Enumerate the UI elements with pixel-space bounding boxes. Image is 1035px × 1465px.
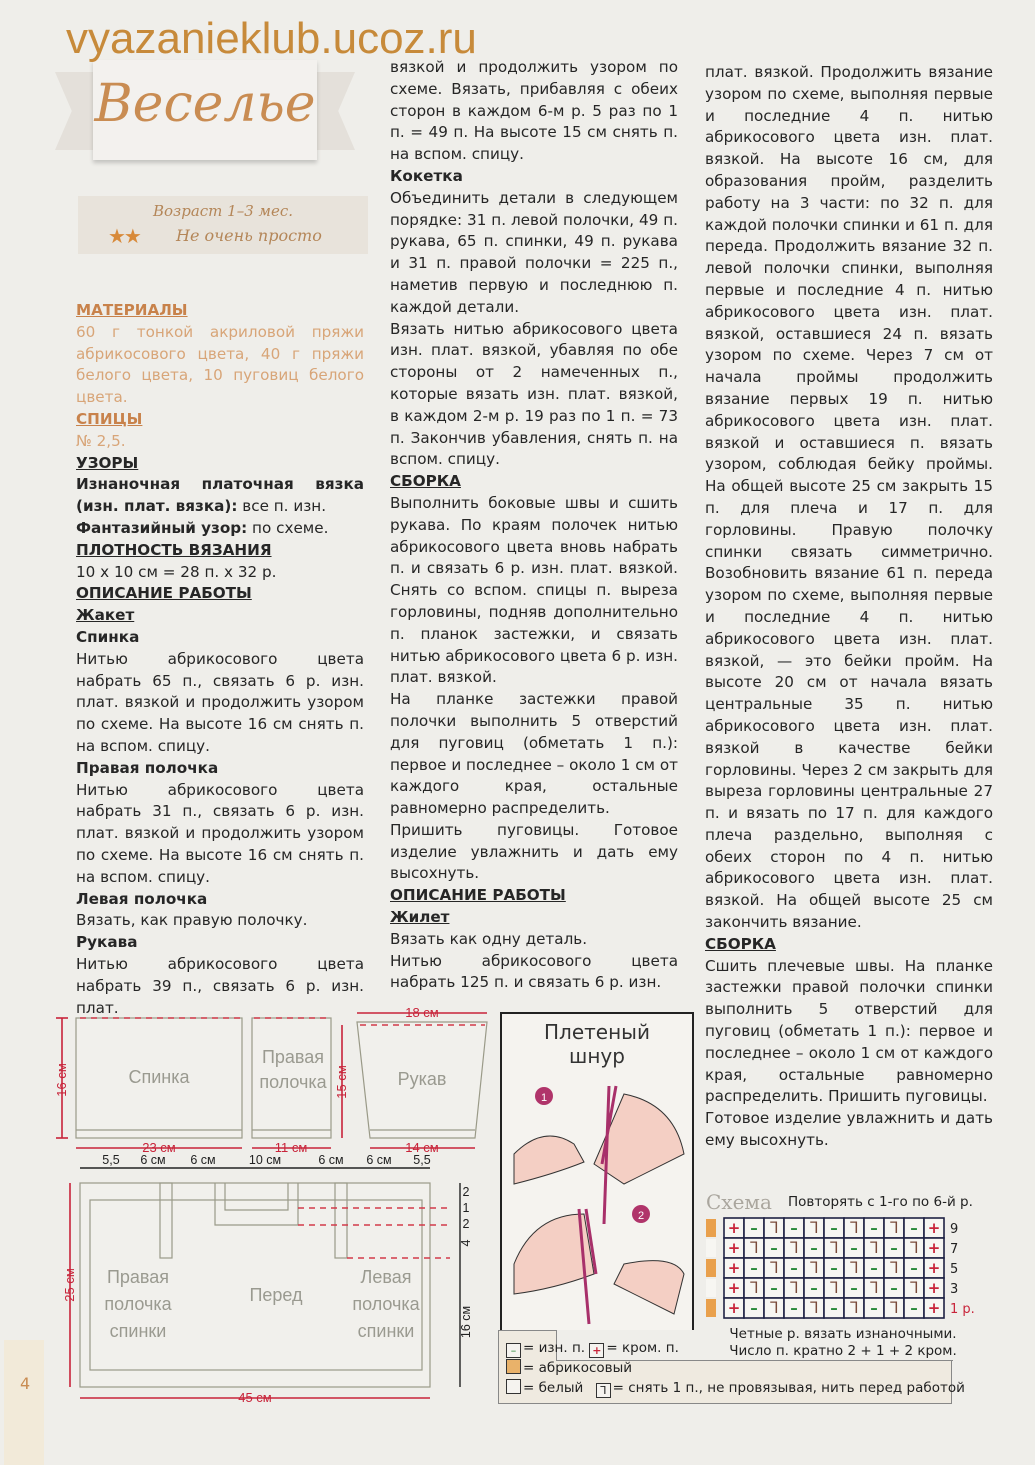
sleeve-top-label: 18 см xyxy=(405,1005,439,1020)
legend-apricot: = абрикосовый xyxy=(523,1360,633,1376)
edge-stitch-mark: + xyxy=(927,1279,941,1297)
scheme-title: Схема xyxy=(706,1190,772,1214)
jacket-heading: Жакет xyxy=(76,606,135,625)
slip-stitch-mark: ᒣ xyxy=(769,1299,779,1317)
purl-stitch-mark: – xyxy=(870,1259,878,1277)
vest-right-dim-5: 16 см xyxy=(459,1305,473,1339)
pattern-1-desc: все п. изн. xyxy=(237,497,327,516)
materials-text: 60 г тонкой акриловой пряжи абрикосового цвета, 40 г пряжи белого цвета, 10 пуговиц белого цвета. xyxy=(76,322,364,407)
white-swatch-icon xyxy=(506,1379,521,1394)
purl-stitch-mark: – xyxy=(890,1239,898,1257)
front-piece-label-1: Правая xyxy=(261,1047,325,1067)
vest-text-1: Вязать как одну деталь. xyxy=(390,929,588,948)
edge-symbol-icon: + xyxy=(589,1343,604,1358)
left-front-heading: Левая полочка xyxy=(76,889,208,908)
site-watermark: vyazanieklub.ucoz.ru xyxy=(66,14,477,63)
row-color-swatch xyxy=(706,1279,716,1297)
banner-ribbon xyxy=(93,60,317,160)
pattern-2-desc: по схеме. xyxy=(247,518,329,537)
slip-stitch-mark: ᒣ xyxy=(869,1239,879,1257)
slip-stitch-mark: ᒣ xyxy=(769,1219,779,1237)
vest-assembly-text-2: Готовое изделие увлажнить и дать ему высохнуть. xyxy=(705,1109,993,1150)
front-piece-label-2: полочка xyxy=(259,1072,327,1092)
vest-right-dim-3: 2 xyxy=(462,1217,470,1231)
braided-cord-box xyxy=(500,1012,694,1338)
scheme-note-1: Четные р. вязать изнаночными. xyxy=(729,1326,957,1342)
yoke-text-2: Вязать нитью абрикосового цвета изн. плат. вязкой, убавляя по обе стороны от 2 намеченных п., которые вязать изн. плат. вязкой, в каждом 2-м р. 19 раз по 1 п. = 73 п. Закончив убавления, снять п. на вспом. спицу. xyxy=(390,319,678,469)
slip-stitch-mark: ᒣ xyxy=(829,1279,839,1297)
text-column-2 xyxy=(390,57,678,994)
slip-stitch-symbol-icon: ᒣ xyxy=(596,1383,611,1398)
vest-right-dim-4: 4 xyxy=(459,1239,473,1247)
cord-title-1: Плетеный xyxy=(544,1020,650,1044)
purl-stitch-mark: – xyxy=(770,1239,778,1257)
vest-segment-1: 5,5 xyxy=(102,1153,120,1167)
purl-stitch-mark: – xyxy=(910,1299,918,1317)
sleeve-piece-label: Рукав xyxy=(397,1069,447,1089)
step-1-number: 1 xyxy=(540,1092,548,1104)
purl-stitch-mark: – xyxy=(790,1259,798,1277)
difficulty-label: Не очень просто xyxy=(176,226,322,245)
purl-stitch-mark: – xyxy=(750,1299,758,1317)
slip-stitch-mark: ᒣ xyxy=(809,1219,819,1237)
purl-symbol-icon: – xyxy=(506,1343,521,1358)
edge-stitch-mark: + xyxy=(727,1219,741,1237)
back-piece-label: Спинка xyxy=(128,1067,190,1087)
row-number-label: 1 р. xyxy=(950,1302,975,1317)
purl-stitch-mark: – xyxy=(850,1279,858,1297)
vest-segment-2: 6 см xyxy=(140,1153,166,1167)
back-width-label: 23 см xyxy=(142,1140,176,1155)
purl-stitch-mark: – xyxy=(830,1219,838,1237)
description-heading: ОПИСАНИЕ РАБОТЫ xyxy=(76,584,252,603)
slip-stitch-mark: ᒣ xyxy=(849,1299,859,1317)
left-front-text: Вязать, как правую полочку. xyxy=(76,911,308,930)
vest-left-label-2: полочка xyxy=(104,1294,172,1314)
step-2-number: 2 xyxy=(637,1210,645,1222)
sleeves-heading: Рукава xyxy=(76,933,138,952)
vest-text-2: Нитью абрикосового цвета набрать 125 п. и связать 6 р. изн. xyxy=(390,951,678,992)
slip-stitch-mark: ᒣ xyxy=(749,1239,759,1257)
assembly-text-2: На планке застежки правой полочки выполнить 5 отверстий для пуговиц (обметать 1 п.): первое и последнее – около 1 см от каждого края, остальные равномерно распределить. xyxy=(390,690,678,818)
yoke-text-1: Объединить детали в следующем порядке: 31 п. левой полочки, 49 п. рукава, 65 п. спинки, 49 п. рукава и 31 п. правой полочки = 225 п., наметив первую и последнюю п. каждой детали. xyxy=(390,188,678,316)
row-number-label: 3 xyxy=(950,1282,959,1297)
vest-right-dim-1: 2 xyxy=(462,1185,470,1199)
edge-stitch-mark: + xyxy=(927,1259,941,1277)
purl-stitch-mark: – xyxy=(790,1299,798,1317)
row-number-label: 5 xyxy=(950,1262,959,1277)
purl-stitch-mark: – xyxy=(890,1279,898,1297)
row-color-swatch xyxy=(706,1299,716,1317)
row-color-swatch xyxy=(706,1219,716,1237)
slip-stitch-mark: ᒣ xyxy=(889,1299,899,1317)
vest-right-label-2: полочка xyxy=(352,1294,420,1314)
purl-stitch-mark: – xyxy=(750,1219,758,1237)
age-label: Возраст 1–3 мес. xyxy=(152,202,293,220)
edge-stitch-mark: + xyxy=(727,1239,741,1257)
purl-stitch-mark: – xyxy=(870,1219,878,1237)
pattern-2-name: Фантазийный узор: xyxy=(76,518,248,537)
right-front-heading: Правая полочка xyxy=(76,758,219,777)
slip-stitch-mark: ᒣ xyxy=(849,1259,859,1277)
vest-assembly-heading: СБОРКА xyxy=(705,934,776,953)
legend-slip: = снять 1 п., не провязывая, нить перед работой xyxy=(612,1380,965,1396)
slip-stitch-mark: ᒣ xyxy=(909,1239,919,1257)
edge-stitch-mark: + xyxy=(927,1219,941,1237)
purl-stitch-mark: – xyxy=(770,1279,778,1297)
difficulty-stars-icon: ★★ xyxy=(108,224,140,248)
pattern-1 xyxy=(76,474,364,518)
right-front-text: Нитью абрикосового цвета набрать 31 п., связать 6 р. изн. плат. вязкой и продолжить узором по схеме. На высоте 16 см снять п. на вспом. спицу. xyxy=(76,780,364,886)
pattern-schematic xyxy=(50,1000,500,1420)
slip-stitch-mark: ᒣ xyxy=(809,1299,819,1317)
page-number-tab xyxy=(4,1340,44,1465)
pattern-1-name: Изнаночная платочная вязка (изн. плат. вязка): xyxy=(76,475,364,516)
needles-heading: СПИЦЫ xyxy=(76,409,143,428)
legend-purl: = изн. п. xyxy=(523,1340,586,1356)
row-number-label: 9 xyxy=(950,1222,959,1237)
vest-assembly-text-1: Сшить плечевые швы. На планке застежки правой полочки спинки выполнить 5 отверстий для пуговиц (обметать 1 п.): первое и последнее – около 1 см от каждого края, остальные равномерно распределить. Пришить пуговицы. xyxy=(705,956,993,1106)
title-banner xyxy=(55,60,355,163)
row-number-label: 7 xyxy=(950,1242,959,1257)
slip-stitch-mark: ᒣ xyxy=(829,1239,839,1257)
vest-segment-4: 10 см xyxy=(248,1153,282,1167)
slip-stitch-mark: ᒣ xyxy=(849,1219,859,1237)
legend-edge: = кром. п. xyxy=(606,1340,679,1356)
purl-stitch-mark: – xyxy=(790,1219,798,1237)
yoke-heading: Кокетка xyxy=(390,166,463,185)
purl-stitch-mark: – xyxy=(870,1299,878,1317)
text-column-1 xyxy=(76,300,364,1019)
vest-left-label-1: Правая xyxy=(106,1267,170,1287)
sleeve-bottom-label: 14 см xyxy=(405,1140,439,1155)
slip-stitch-mark: ᒣ xyxy=(789,1279,799,1297)
page-title: Веселье xyxy=(94,74,316,134)
assembly-text-1: Выполнить боковые швы и сшить рукава. По краям полочек нитью абрикосового цвета вновь набрать п. и связать 6 р. изн. плат. вязкой. Снять со вспом. спицы п. выреза горловины, подняв дополнительно п. планок застежки, и связать нитью абрикосового цвета 6 р. изн. плат. вязкой. xyxy=(390,493,678,687)
purl-stitch-mark: – xyxy=(910,1219,918,1237)
front-height-label: 15 см xyxy=(334,1065,349,1099)
sleeves-text-cont: вязкой и продолжить узором по схеме. Вязать, прибавляя с обеих сторон в каждом 6-м р. 5 раз по 1 п. = 49 п. На высоте 15 см снять п. на вспом. спицу. xyxy=(390,58,678,164)
vest-width-label: 45 см xyxy=(238,1390,272,1405)
vest-text-cont: плат. вязкой. Продолжить вязание узором по схеме, выполняя первые и последние 4 п. нитью абрикосового цвета изн. плат. вязкой. На высоте 16 см, для образования пройм, разделить работу на 3 части: по 32 п. для каждой полочки спинки и 61 п. для переда. Продолжить вязание 32 п. левой полочки спинки, выполняя первые и последние 4 п. нитью абрикосового цвета изн. плат. вязкой, оставшиеся 24 п. вязать узором по схеме. Через 7 см от начала проймы продолжить вязание первых 19 п. нитью абрикосового цвета изн. плат. вязкой и оставшиеся п. вязать узором, соблюдая бейку проймы. На общей высоте 25 см закрыть 15 п. для плеча и 17 п. для горловины. Правую полочку спинки связать симметрично. Возобновить вязание 61 п. переда узором по схеме, выполняя первые и последние 4 п. нитью абрикосового цвета изн. плат. вязкой, — это бейки пройм. На высоте 20 см от начала вязать центральные 35 п. нитью абрикосового цвета изн. плат. вязкой в качестве бейки горловины. Через 2 см закрыть для выреза горловины центральные 27 п. и вязать по 17 п. для каждого плеча раздельно, выполняя с обеих сторон по 4 п. нитью абрикосового цвета изн. плат. вязкой. На общей высоте 25 см закончить вязание. xyxy=(705,63,993,932)
purl-stitch-mark: – xyxy=(830,1299,838,1317)
vest-right-dim-2: 1 xyxy=(462,1201,470,1215)
text-column-3 xyxy=(705,62,993,1152)
age-difficulty-box xyxy=(78,196,368,254)
front-width-label: 11 см xyxy=(274,1140,308,1155)
vest-left-label-3: спинки xyxy=(109,1321,167,1341)
vest-segment-6: 6 см xyxy=(366,1153,392,1167)
scheme-notes xyxy=(708,1326,978,1360)
purl-stitch-mark: – xyxy=(810,1239,818,1257)
slip-stitch-mark: ᒣ xyxy=(769,1259,779,1277)
purl-stitch-mark: – xyxy=(910,1259,918,1277)
materials-heading: МАТЕРИАЛЫ xyxy=(76,301,188,319)
purl-stitch-mark: – xyxy=(850,1239,858,1257)
vest-right-label-3: спинки xyxy=(357,1321,415,1341)
sleeves-text: Нитью абрикосового цвета набрать 39 п., связать 6 р. изн. плат. xyxy=(76,954,364,1017)
slip-stitch-mark: ᒣ xyxy=(909,1279,919,1297)
needles-text: № 2,5. xyxy=(76,431,126,450)
purl-stitch-mark: – xyxy=(810,1279,818,1297)
slip-stitch-mark: ᒣ xyxy=(809,1259,819,1277)
description-2-heading: ОПИСАНИЕ РАБОТЫ xyxy=(390,886,566,905)
legend-white: = белый xyxy=(523,1380,584,1396)
slip-stitch-mark: ᒣ xyxy=(749,1279,759,1297)
edge-stitch-mark: + xyxy=(727,1299,741,1317)
vest-center-label: Перед xyxy=(249,1285,303,1305)
row-color-swatch xyxy=(706,1259,716,1277)
density-heading: ПЛОТНОСТЬ ВЯЗАНИЯ xyxy=(76,540,272,559)
vest-segment-5: 6 см xyxy=(318,1153,344,1167)
vest-heading: Жилет xyxy=(390,908,450,927)
back-text: Нитью абрикосового цвета набрать 65 п., связать 6 р. изн. плат. вязкой и продолжить узором по схеме. На высоте 16 см снять п. на вспом. спицу. xyxy=(76,649,364,755)
purl-stitch-mark: – xyxy=(750,1259,758,1277)
row-color-swatch xyxy=(706,1239,716,1257)
apricot-swatch-icon xyxy=(506,1359,521,1374)
slip-stitch-mark: ᒣ xyxy=(789,1239,799,1257)
density-text: 10 х 10 см = 28 п. х 32 р. xyxy=(76,562,277,581)
vest-segment-3: 6 см xyxy=(190,1153,216,1167)
slip-stitch-mark: ᒣ xyxy=(869,1279,879,1297)
vest-right-label-1: Левая xyxy=(360,1267,412,1287)
edge-stitch-mark: + xyxy=(727,1259,741,1277)
scheme-note-2: Число п. кратно 2 + 1 + 2 кром. xyxy=(729,1343,957,1359)
slip-stitch-mark: ᒣ xyxy=(889,1259,899,1277)
back-height-label: 16 см xyxy=(54,1063,69,1097)
page-number: 4 xyxy=(20,1374,31,1393)
vest-segment-7: 5,5 xyxy=(413,1153,431,1167)
assembly-text-3: Пришить пуговицы. Готовое изделие увлажнить и дать ему высохнуть. xyxy=(390,820,678,883)
assembly-heading: СБОРКА xyxy=(390,472,461,491)
scheme-repeat-note: Повторять с 1-го по 6-й р. xyxy=(788,1194,973,1210)
pattern-2 xyxy=(76,518,364,540)
edge-stitch-mark: + xyxy=(927,1299,941,1317)
vest-height-label: 25 см xyxy=(62,1268,77,1302)
braiding-hands-illustration xyxy=(504,1074,690,1334)
back-heading: Спинка xyxy=(76,627,140,646)
cord-title-2: шнур xyxy=(569,1044,625,1068)
slip-stitch-mark: ᒣ xyxy=(889,1219,899,1237)
stitch-chart xyxy=(700,1190,995,1359)
stitch-grid xyxy=(700,1214,995,1326)
patterns-heading: УЗОРЫ xyxy=(76,453,139,472)
edge-stitch-mark: + xyxy=(927,1239,941,1257)
purl-stitch-mark: – xyxy=(830,1259,838,1277)
edge-stitch-mark: + xyxy=(727,1279,741,1297)
